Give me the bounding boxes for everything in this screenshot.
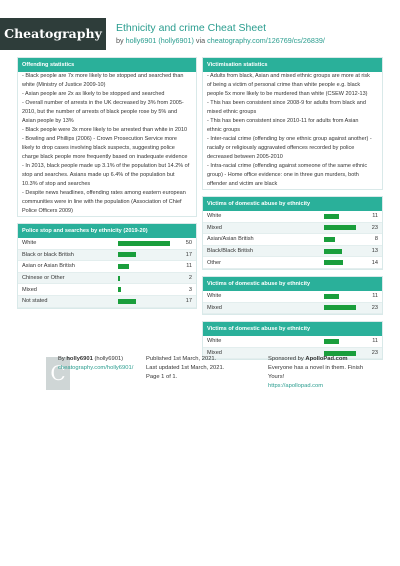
footer-author [58, 355, 133, 373]
bar-value: 11 [372, 213, 378, 220]
bar-track [118, 241, 170, 246]
text-line: charge black people more frequently based on inadequate evidence [22, 154, 188, 160]
bar-label: Mixed [207, 224, 222, 231]
bar-label: Asian/Asian British [207, 236, 254, 243]
stop-search-section [17, 223, 197, 309]
page-title: Ethnicity and crime Cheat Sheet [116, 22, 266, 34]
text-line: stop and searches. Asians made up 6.4% of the population but [22, 172, 175, 178]
text-line: - This has been consistent since 2008-9 for adults from black and [207, 100, 366, 106]
bar-row [18, 238, 196, 250]
bar-track [324, 214, 356, 219]
bar-value: 11 [372, 293, 378, 300]
bar-label: Asian or Asian British [22, 263, 75, 270]
footer-sponsor [268, 355, 363, 391]
bar-value: 2 [188, 275, 192, 282]
author-link[interactable]: holly6901 (holly6901) [125, 36, 194, 45]
footer-author-prefix: By [58, 356, 67, 362]
sheet-url-link[interactable]: cheatography.com/126769/cs/26839/ [207, 36, 325, 45]
bar-value: 23 [371, 350, 378, 357]
text-line: - Bowling and Phillips (2006) - Crown Prosecution Service more [22, 136, 177, 142]
bar-track [118, 287, 170, 292]
bar-row [203, 234, 382, 246]
bar-track [324, 249, 356, 254]
text-line: 10.3% of stop and searches [22, 181, 91, 187]
footer-author-url[interactable]: cheatography.com/holly6901/ [58, 365, 134, 371]
bar-value: 23 [371, 304, 378, 311]
bar-row [18, 250, 196, 262]
bar [324, 237, 335, 242]
text-line: decreased between 2005-2010 [207, 154, 283, 160]
footer-author-suffix: (holly6901) [92, 356, 124, 362]
bar [118, 241, 170, 246]
bar-row [203, 223, 382, 235]
footer-dates [146, 355, 224, 382]
page-subtitle [116, 36, 325, 45]
bar-value: 50 [185, 240, 192, 247]
left-column [17, 57, 197, 315]
bar-value: 11 [186, 263, 192, 270]
text-line: mixed ethnic groups [207, 109, 257, 115]
bar-row [203, 211, 382, 223]
text-line: - This has been consistent since 2010-11 for adults from Asian [207, 118, 359, 124]
bar-label: Mixed [207, 304, 222, 311]
victimisation-heading: Victimisation statistics [203, 58, 382, 72]
text-line: - Adults from black, Asian and mixed ethnic groups are more at risk [207, 73, 370, 79]
offending-heading: Offending statistics [18, 58, 196, 72]
stop-search-heading: Police stop and searches by ethnicity (2019-20) [18, 224, 196, 238]
bar [118, 299, 136, 304]
bar-track [118, 276, 170, 281]
bar-label: White [22, 240, 37, 247]
updated-date: Last updated 1st March, 2021. [146, 365, 225, 371]
sponsor-name[interactable]: ApolloPad.com [305, 356, 348, 362]
bar-row [203, 246, 382, 258]
text-line: 2010, but the number of arrests of black people rose by 5% and [22, 109, 178, 115]
text-line: Asian people by 13% [22, 118, 74, 124]
footer-author-name[interactable]: holly6901 [66, 356, 93, 362]
text-line: likely to drop cases involving black suspects, suggesting police [22, 145, 175, 151]
text-line: communities were in line with the population (Association of Chief [22, 199, 182, 205]
bar-label: White [207, 213, 222, 220]
bar-label: White [207, 293, 222, 300]
bar-track [118, 264, 170, 269]
bar-label: Not stated [22, 298, 48, 305]
sponsor-prefix: Sponsored by [268, 356, 306, 362]
bar [324, 260, 343, 265]
footer [46, 355, 384, 395]
bar [324, 339, 339, 344]
domestic-abuse-table-2 [203, 291, 382, 314]
text-line: - In 2013, black people made up 3.1% of the population but 14.2% of [22, 163, 190, 169]
right-column [202, 57, 383, 366]
text-line: - Overall number of arrests in the UK decreased by 3% from 2005- [22, 100, 184, 106]
bar [118, 252, 136, 257]
text-line: of being a victim of personal crime than white people e.g. black [207, 82, 361, 88]
author-avatar: C [46, 357, 70, 390]
bar-value: 11 [372, 338, 378, 345]
text-line: - Intra-racial crime (offending against someone of the same ethnic [207, 163, 368, 169]
bar [324, 225, 356, 230]
offending-body [18, 72, 196, 216]
bar-value: 17 [185, 251, 192, 258]
bar [324, 305, 356, 310]
bar-value: 17 [185, 298, 192, 305]
page-count: Page 1 of 1. [146, 374, 178, 380]
bar-track [324, 339, 356, 344]
stop-search-table [18, 238, 196, 308]
bar [324, 249, 342, 254]
text-line: people 5x more likely to be murdered than white (CSEW 2012-13) [207, 91, 368, 97]
via-text: via [193, 36, 208, 45]
text-line: - Inter-racial crime (offending by one ethnic group against another) - [207, 136, 372, 142]
bar-track [324, 294, 356, 299]
bar-track [118, 252, 170, 257]
bar-value: 8 [374, 236, 378, 243]
bar-row [203, 291, 382, 303]
domestic-abuse-heading-1: Victims of domestic abuse by ethnicity [203, 197, 382, 211]
bar-row [18, 261, 196, 273]
domestic-abuse-heading-2: Victims of domestic abuse by ethnicity [203, 277, 382, 291]
bar-row [203, 303, 382, 315]
header [0, 0, 400, 58]
published-date: Published 1st March, 2021. [146, 356, 217, 362]
bar-value: 23 [371, 224, 378, 231]
bar-label: Black or black British [22, 251, 74, 258]
bar-track [118, 299, 170, 304]
text-line: offender and victim are black [207, 181, 278, 187]
text-line: white (Ministry of Justice 2009-10) [22, 82, 106, 88]
text-line: ethnic groups [207, 127, 241, 133]
victimisation-body [203, 72, 382, 189]
bar [118, 264, 129, 269]
offending-section [17, 57, 197, 217]
bar-track [324, 225, 356, 230]
bar-label: Chinese or Other [22, 275, 65, 282]
text-line: - Despite news headlines, offending rates among eastern european [22, 190, 186, 196]
sponsor-text-2: Yours! [268, 374, 285, 380]
domestic-abuse-section-2 [202, 276, 383, 315]
bar-label: Mixed [22, 286, 37, 293]
victimisation-section [202, 57, 383, 190]
text-line: - Black people were 3x more likely to be arrested than white in 2010 [22, 127, 188, 133]
bar-track [324, 305, 356, 310]
text-line: - Asian people are 2x as likely to be stopped and searched [22, 91, 165, 97]
bar-label: Black/Black British [207, 248, 254, 255]
bar-label: Other [207, 259, 221, 266]
site-logo[interactable]: Cheatography [0, 18, 106, 50]
bar-value: 13 [371, 248, 378, 255]
text-line: Police Officers 2009) [22, 208, 73, 214]
bar [118, 276, 120, 281]
text-line: group) - Home office evidence: one in three gun murders, both [207, 172, 359, 178]
bar-row [18, 296, 196, 308]
bar-track [324, 260, 356, 265]
bar [324, 294, 339, 299]
domestic-abuse-heading-3: Victims of domestic abuse by ethnicity [203, 322, 382, 336]
bar-row [203, 257, 382, 269]
text-line: racially or religiously aggravated offences recorded by police [207, 145, 355, 151]
domestic-abuse-table-1 [203, 211, 382, 269]
bar-value: 14 [371, 259, 378, 266]
text-line: - Black people are 7x more likely to be stopped and searched than [22, 73, 184, 79]
bar-value: 3 [188, 286, 192, 293]
bar-label: White [207, 338, 222, 345]
by-prefix: by [116, 36, 126, 45]
bar-label: Mixed [207, 350, 222, 357]
bar [324, 214, 339, 219]
bar [118, 287, 121, 292]
sponsor-text-1: Everyone has a novel in them. Finish [268, 365, 364, 371]
sponsor-url[interactable]: https://apollopad.com [268, 383, 324, 389]
bar-track [324, 237, 356, 242]
domestic-abuse-section-1 [202, 196, 383, 270]
bar-row [18, 273, 196, 285]
bar-row [18, 284, 196, 296]
bar-row [203, 336, 382, 348]
